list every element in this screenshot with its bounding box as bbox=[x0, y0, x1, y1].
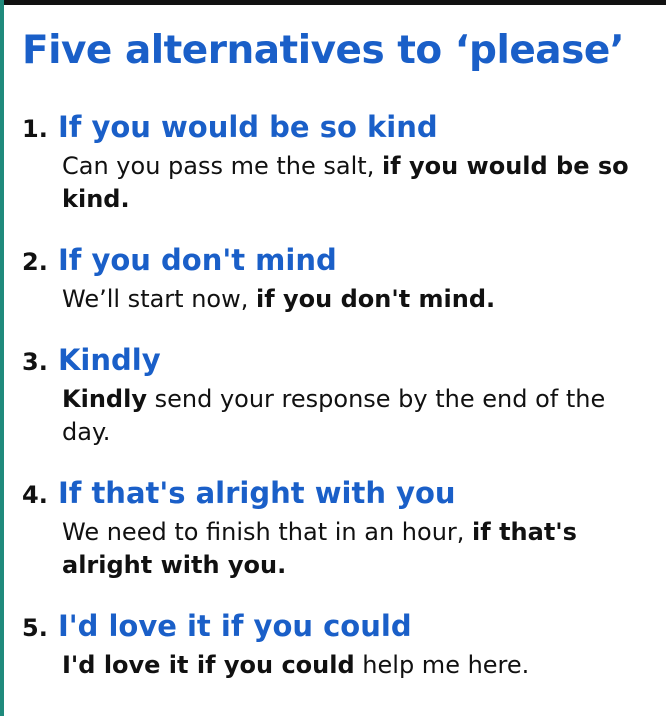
item-heading bbox=[22, 343, 642, 379]
item-heading bbox=[22, 110, 642, 146]
list-item bbox=[22, 110, 642, 216]
example-bold-text: if that's alright with you. bbox=[62, 518, 577, 579]
example-bold-text: I'd love it if you could bbox=[62, 651, 355, 679]
item-heading bbox=[22, 243, 642, 279]
example-bold-text: if you would be so kind. bbox=[62, 152, 629, 213]
item-heading bbox=[22, 476, 642, 512]
example-text: Can you pass me the salt, bbox=[62, 152, 382, 180]
item-number: 1. bbox=[22, 115, 48, 143]
item-phrase: If you would be so kind bbox=[57, 110, 438, 144]
item-phrase: Kindly bbox=[57, 343, 161, 377]
item-example bbox=[62, 383, 632, 449]
item-number: 3. bbox=[22, 348, 48, 376]
item-phrase: If that's alright with you bbox=[57, 476, 456, 510]
item-number: 2. bbox=[22, 248, 48, 276]
item-example bbox=[62, 283, 632, 316]
list-item bbox=[22, 243, 642, 316]
example-text: We’ll start now, bbox=[62, 285, 256, 313]
example-bold-text: Kindly bbox=[62, 385, 147, 413]
top-border bbox=[0, 0, 666, 5]
item-example bbox=[62, 150, 632, 216]
item-phrase: If you don't mind bbox=[57, 243, 337, 277]
item-number: 4. bbox=[22, 481, 48, 509]
example-text: We need to finish that in an hour, bbox=[62, 518, 473, 546]
example-text: send your response by the end of the day. bbox=[62, 385, 606, 446]
example-bold-text: if you don't mind. bbox=[256, 285, 496, 313]
item-phrase: I'd love it if you could bbox=[57, 609, 412, 643]
item-example bbox=[62, 649, 632, 682]
left-border bbox=[0, 0, 4, 716]
item-heading bbox=[22, 609, 642, 645]
item-example bbox=[62, 516, 632, 582]
list-item bbox=[22, 609, 642, 682]
example-text: help me here. bbox=[354, 651, 530, 679]
item-number: 5. bbox=[22, 614, 48, 642]
list-item bbox=[22, 476, 642, 582]
page-title: Five alternatives to ‘please’ bbox=[22, 28, 625, 73]
list-item bbox=[22, 343, 642, 449]
